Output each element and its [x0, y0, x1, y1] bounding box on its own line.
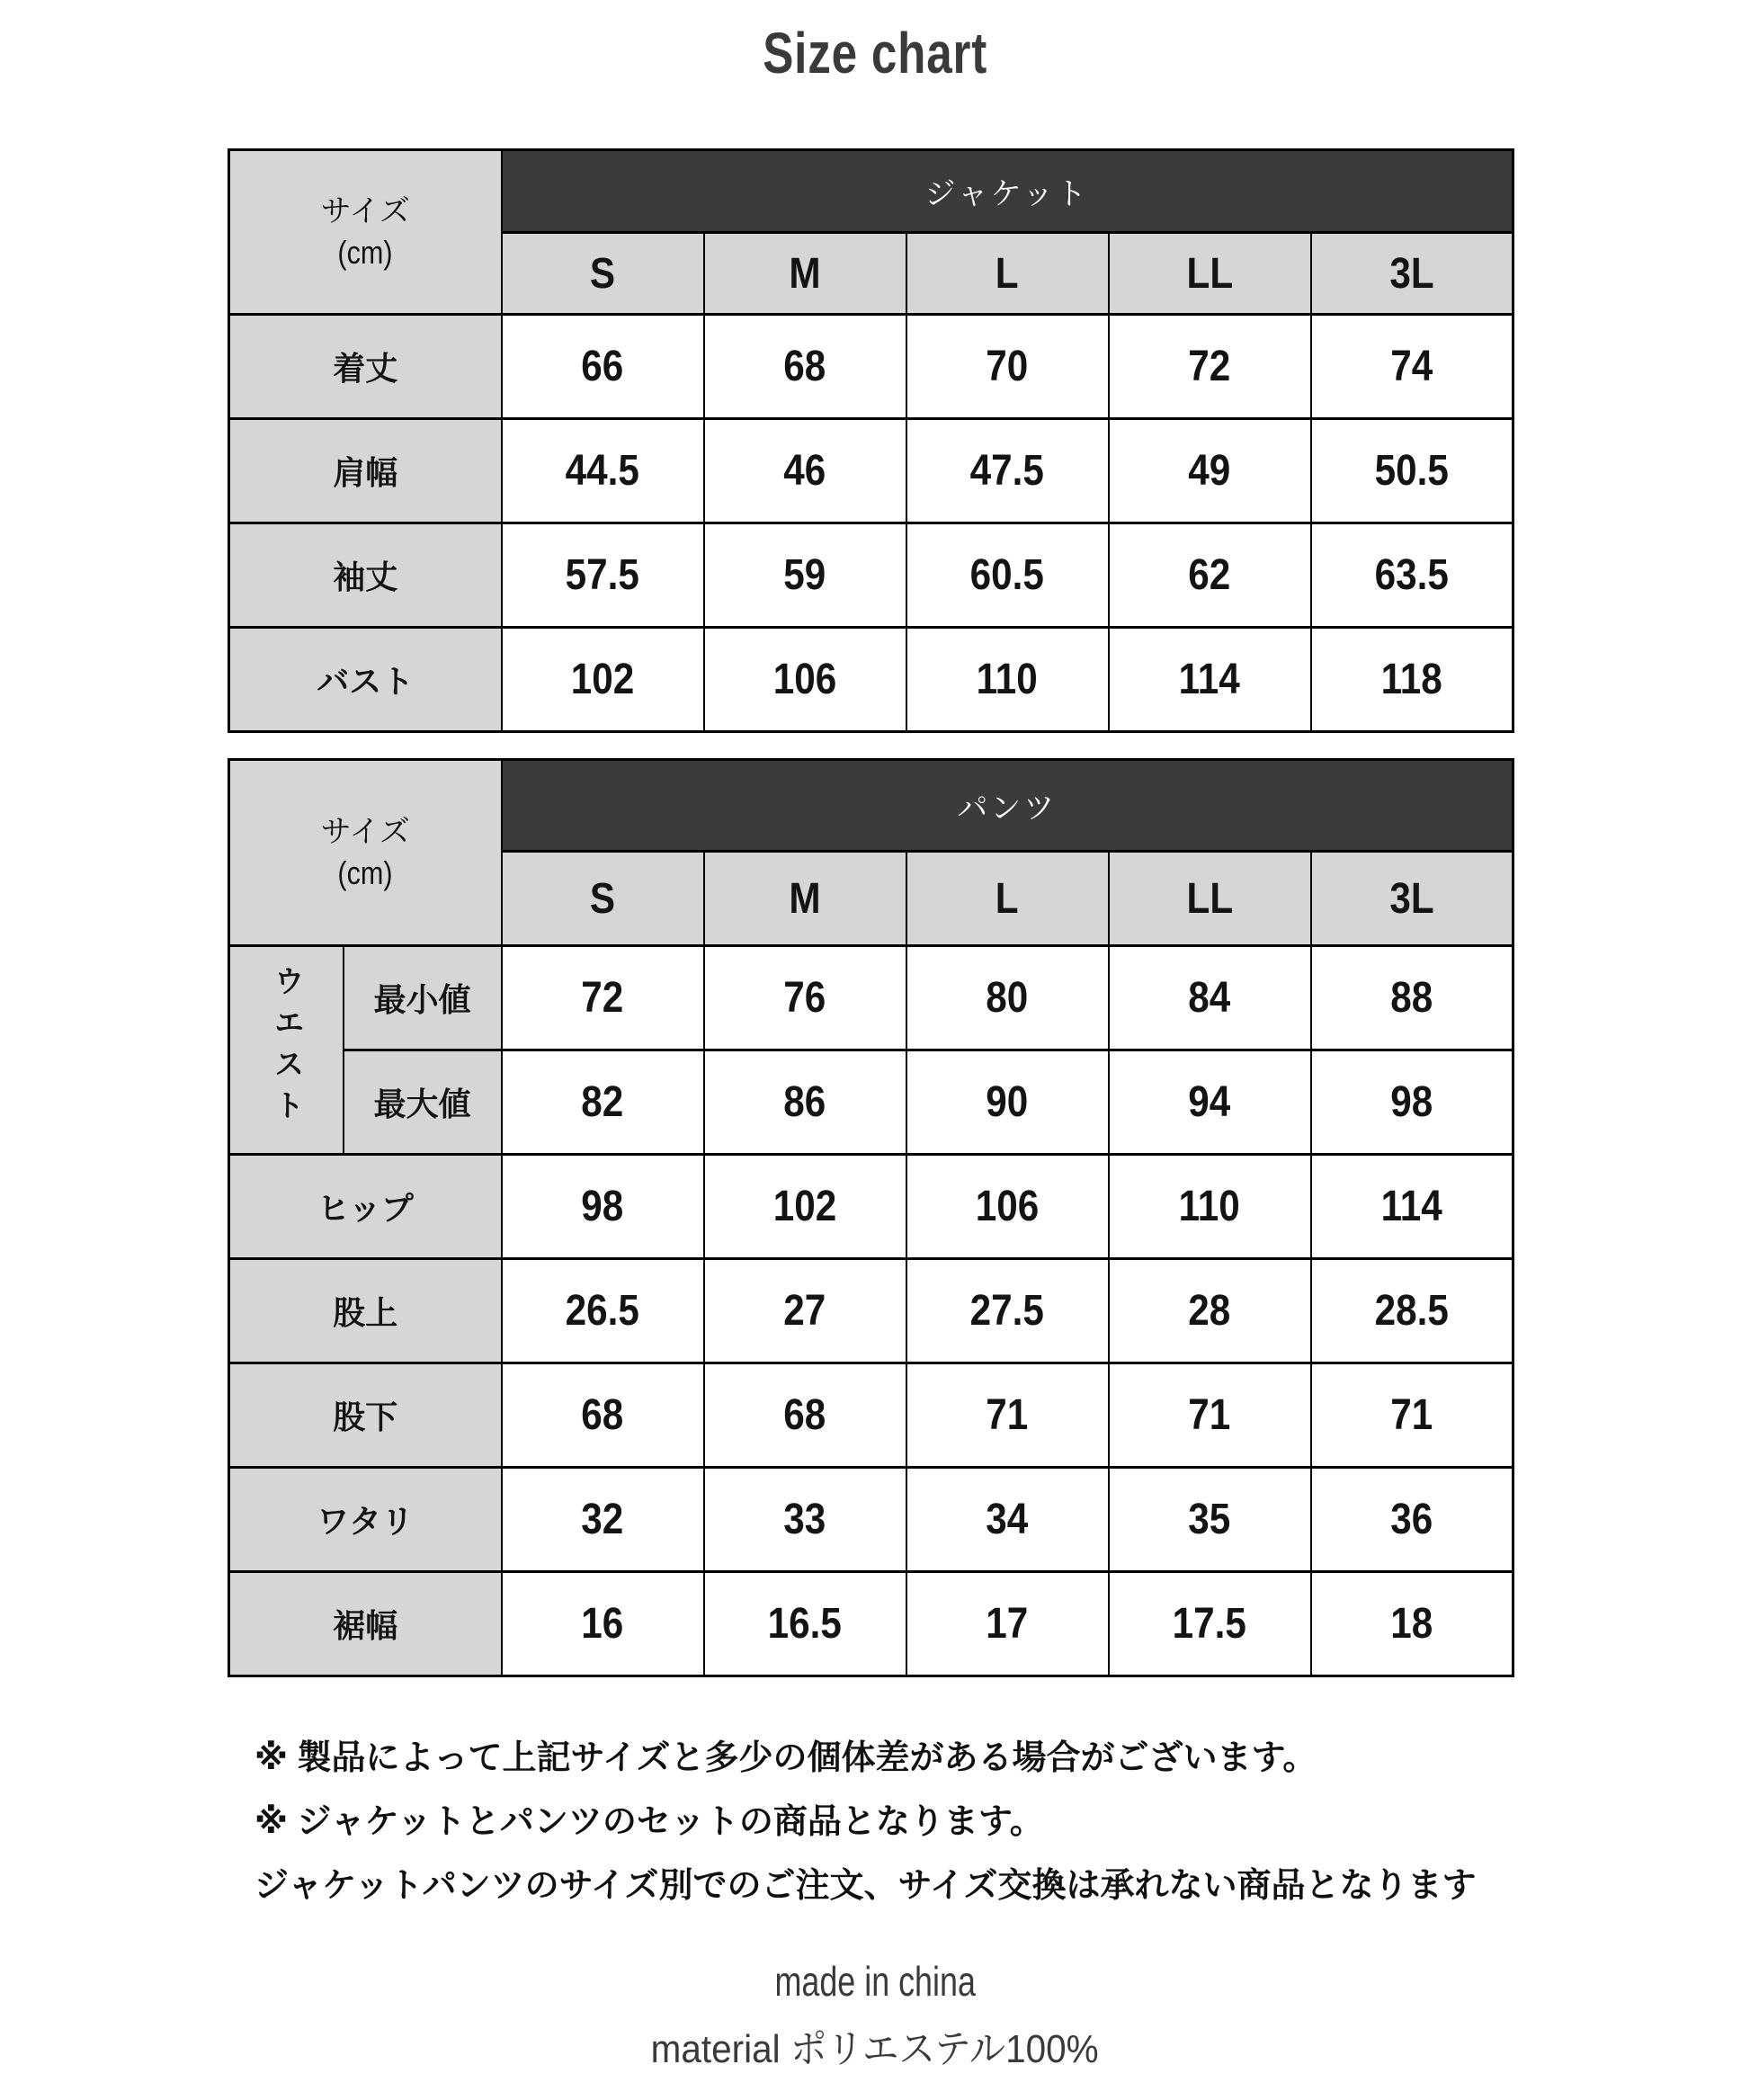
measurement-value: 17: [986, 1600, 1029, 1648]
table-row: [229, 1050, 1513, 1155]
column-header-label: M: [789, 249, 821, 298]
column-header-label: LL: [1186, 874, 1233, 923]
measurement-value: 90: [986, 1078, 1029, 1126]
measurement-value-cell: [906, 1259, 1109, 1363]
column-header-label: LL: [1186, 249, 1233, 298]
measurement-value-cell: [1311, 1468, 1513, 1572]
measurement-label: 股上: [229, 1259, 502, 1363]
pants-group-label: パンツ: [957, 791, 1058, 826]
measurement-value-cell: [502, 628, 704, 732]
measurement-value: 94: [1188, 1078, 1231, 1126]
measurement-value: 34: [986, 1496, 1029, 1543]
measurement-label: 袖丈: [229, 523, 502, 628]
table-row: [229, 1363, 1513, 1468]
measurement-value-cell: [906, 946, 1109, 1050]
measurement-value-cell: [906, 1363, 1109, 1468]
measurement-value-cell: [1109, 315, 1311, 419]
measurement-value-cell: [906, 315, 1109, 419]
column-header-m: [704, 233, 906, 315]
measurement-value-cell: [1109, 1050, 1311, 1155]
measurement-value: 46: [783, 447, 826, 495]
size-header-cell: [229, 760, 502, 946]
measurement-value: 72: [581, 974, 624, 1022]
measurement-value: 72: [1188, 343, 1231, 390]
footer-origin: [0, 1957, 1750, 2006]
measurement-value-cell: [1311, 628, 1513, 732]
measurement-value-cell: [1109, 419, 1311, 523]
measurement-label: ヒップ: [229, 1155, 502, 1259]
column-header-3l: [1311, 233, 1513, 315]
measurement-label: 肩幅: [229, 419, 502, 523]
notes-block: [254, 1727, 1657, 1918]
measurement-label: ワタリ: [229, 1468, 502, 1572]
column-header-ll: [1109, 233, 1311, 315]
column-header-3l: [1311, 852, 1513, 946]
measurement-value-cell: [502, 1572, 704, 1676]
note-line-2: ※ ジャケットとパンツのセットの商品となります。: [254, 1803, 1044, 1842]
measurement-value-cell: [906, 523, 1109, 628]
jacket-group-label: ジャケット: [924, 177, 1090, 211]
measurement-value: 47.5: [969, 447, 1045, 495]
column-header-l: [906, 233, 1109, 315]
table-row: [229, 628, 1513, 732]
measurement-value: 68: [581, 1391, 624, 1439]
note-line-3: ジャケットパンツのサイズ別でのご注文、サイズ交換は承れない商品となります: [254, 1867, 1477, 1906]
measurement-value-cell: [704, 1050, 906, 1155]
measurement-value-cell: [502, 946, 704, 1050]
table-row: [229, 1155, 1513, 1259]
measurement-value: 68: [783, 1391, 826, 1439]
waist-group-label: ウエスト: [269, 965, 304, 1130]
measurement-value-cell: [502, 523, 704, 628]
table-row: [229, 1259, 1513, 1363]
measurement-value: 33: [783, 1496, 826, 1543]
measurement-value-cell: [906, 1155, 1109, 1259]
measurement-value: 71: [1188, 1391, 1231, 1439]
column-header-s: [502, 233, 704, 315]
measurement-value: 74: [1390, 343, 1433, 390]
measurement-value: 118: [1380, 656, 1442, 703]
measurement-value: 80: [986, 974, 1029, 1022]
measurement-value: 17.5: [1172, 1600, 1247, 1648]
measurement-value-cell: [1311, 1572, 1513, 1676]
measurement-value-cell: [1109, 523, 1311, 628]
measurement-value-cell: [1109, 1572, 1311, 1676]
measurement-value: 84: [1188, 974, 1231, 1022]
measurement-value: 28: [1188, 1287, 1231, 1335]
measurement-value-cell: [704, 315, 906, 419]
measurement-value-cell: [502, 1468, 704, 1572]
measurement-value: 76: [783, 974, 826, 1022]
column-header-label: S: [589, 874, 616, 923]
measurement-value-cell: [704, 1572, 906, 1676]
size-header-cell: [229, 150, 502, 315]
measurement-value-cell: [1109, 1468, 1311, 1572]
measurement-value-cell: [1311, 315, 1513, 419]
measurement-value: 110: [1178, 1183, 1241, 1230]
measurement-value: 35: [1188, 1496, 1231, 1543]
column-header-label: L: [996, 874, 1019, 923]
measurement-value: 28.5: [1374, 1287, 1449, 1335]
measurement-value-cell: [1311, 946, 1513, 1050]
measurement-value: 49: [1188, 447, 1231, 495]
measurement-value-cell: [1311, 1050, 1513, 1155]
measurement-label: バスト: [229, 628, 502, 732]
measurement-value: 82: [581, 1078, 624, 1126]
measurement-value: 102: [772, 1183, 837, 1230]
measurement-value-cell: [502, 1259, 704, 1363]
table-row: [229, 946, 1513, 1050]
measurement-value: 106: [975, 1183, 1040, 1230]
table-row: [229, 1468, 1513, 1572]
footer-material-text: material ポリエステル100%: [650, 2027, 1099, 2071]
measurement-value: 36: [1390, 1496, 1433, 1543]
measurement-value: 59: [783, 551, 826, 599]
pants-group-header: [502, 760, 1513, 852]
measurement-value-cell: [1311, 1155, 1513, 1259]
size-label: サイズ: [320, 194, 410, 229]
measurement-value-cell: [704, 946, 906, 1050]
measurement-value: 16.5: [767, 1600, 843, 1648]
measurement-value: 44.5: [565, 447, 640, 495]
measurement-value-cell: [1109, 1363, 1311, 1468]
measurement-value: 27: [783, 1287, 826, 1335]
measurement-value: 106: [772, 656, 837, 703]
measurement-label: 最小値: [344, 946, 502, 1050]
measurement-label: 最大値: [344, 1050, 502, 1155]
measurement-value-cell: [1109, 628, 1311, 732]
size-label: サイズ: [320, 815, 410, 850]
table-row: [229, 1572, 1513, 1676]
measurement-value: 110: [976, 656, 1039, 703]
measurement-value: 50.5: [1374, 447, 1449, 495]
measurement-value-cell: [906, 1572, 1109, 1676]
table-row: [229, 419, 1513, 523]
measurement-value-cell: [704, 1259, 906, 1363]
measurement-value-cell: [502, 315, 704, 419]
footer-origin-text: made in china: [774, 1958, 976, 2005]
measurement-value: 26.5: [565, 1287, 640, 1335]
column-header-ll: [1109, 852, 1311, 946]
note-line-1: ※ 製品によって上記サイズと多少の個体差がある場合がございます。: [254, 1739, 1317, 1777]
measurement-value: 66: [581, 343, 624, 390]
column-header-label: L: [996, 249, 1019, 298]
measurement-value-cell: [704, 1363, 906, 1468]
column-header-s: [502, 852, 704, 946]
jacket-group-header: [502, 150, 1513, 233]
column-header-l: [906, 852, 1109, 946]
measurement-value: 68: [783, 343, 826, 390]
footer-material: [0, 2016, 1750, 2074]
measurement-value: 71: [986, 1391, 1029, 1439]
measurement-value: 86: [783, 1078, 826, 1126]
measurement-value-cell: [906, 628, 1109, 732]
measurement-value-cell: [502, 1363, 704, 1468]
size-unit: (cm): [337, 854, 393, 892]
measurement-value: 63.5: [1374, 551, 1449, 599]
page-title-text: Size chart: [763, 21, 987, 85]
column-header-m: [704, 852, 906, 946]
measurement-value-cell: [1109, 1155, 1311, 1259]
measurement-value: 62: [1188, 551, 1231, 599]
measurement-label: 裾幅: [229, 1572, 502, 1676]
measurement-value-cell: [1311, 419, 1513, 523]
measurement-value: 88: [1390, 974, 1433, 1022]
measurement-value-cell: [502, 1155, 704, 1259]
measurement-value-cell: [906, 1468, 1109, 1572]
measurement-label: 着丈: [229, 315, 502, 419]
measurement-value-cell: [1311, 1259, 1513, 1363]
measurement-value-cell: [502, 419, 704, 523]
measurement-value-cell: [704, 419, 906, 523]
column-header-label: S: [589, 249, 616, 298]
measurement-value: 98: [1390, 1078, 1433, 1126]
measurement-value: 32: [581, 1496, 624, 1543]
measurement-value-cell: [704, 628, 906, 732]
column-header-label: 3L: [1389, 874, 1434, 923]
table-row: [229, 315, 1513, 419]
measurement-value: 27.5: [969, 1287, 1045, 1335]
measurement-value-cell: [906, 1050, 1109, 1155]
pants-size-table: [228, 758, 1514, 1677]
page-title: [0, 20, 1750, 86]
measurement-value: 70: [986, 343, 1029, 390]
column-header-label: M: [789, 874, 821, 923]
measurement-value: 18: [1390, 1600, 1433, 1648]
measurement-value: 16: [581, 1600, 624, 1648]
measurement-value: 114: [1380, 1183, 1442, 1230]
measurement-value-cell: [1311, 1363, 1513, 1468]
measurement-value: 98: [581, 1183, 624, 1230]
measurement-value: 57.5: [565, 551, 640, 599]
size-unit: (cm): [337, 234, 393, 272]
measurement-value-cell: [906, 419, 1109, 523]
measurement-value-cell: [704, 1155, 906, 1259]
measurement-value-cell: [704, 523, 906, 628]
measurement-value: 102: [570, 656, 635, 703]
measurement-value-cell: [1109, 1259, 1311, 1363]
measurement-value: 60.5: [969, 551, 1045, 599]
measurement-value-cell: [1109, 946, 1311, 1050]
measurement-label: 股下: [229, 1363, 502, 1468]
column-header-label: 3L: [1389, 249, 1434, 298]
measurement-value-cell: [502, 1050, 704, 1155]
table-row: [229, 523, 1513, 628]
measurement-value: 71: [1390, 1391, 1433, 1439]
measurement-value-cell: [1311, 523, 1513, 628]
jacket-size-table: [228, 148, 1514, 733]
waist-group-cell: [229, 946, 344, 1155]
measurement-value: 114: [1178, 656, 1241, 703]
measurement-value-cell: [704, 1468, 906, 1572]
